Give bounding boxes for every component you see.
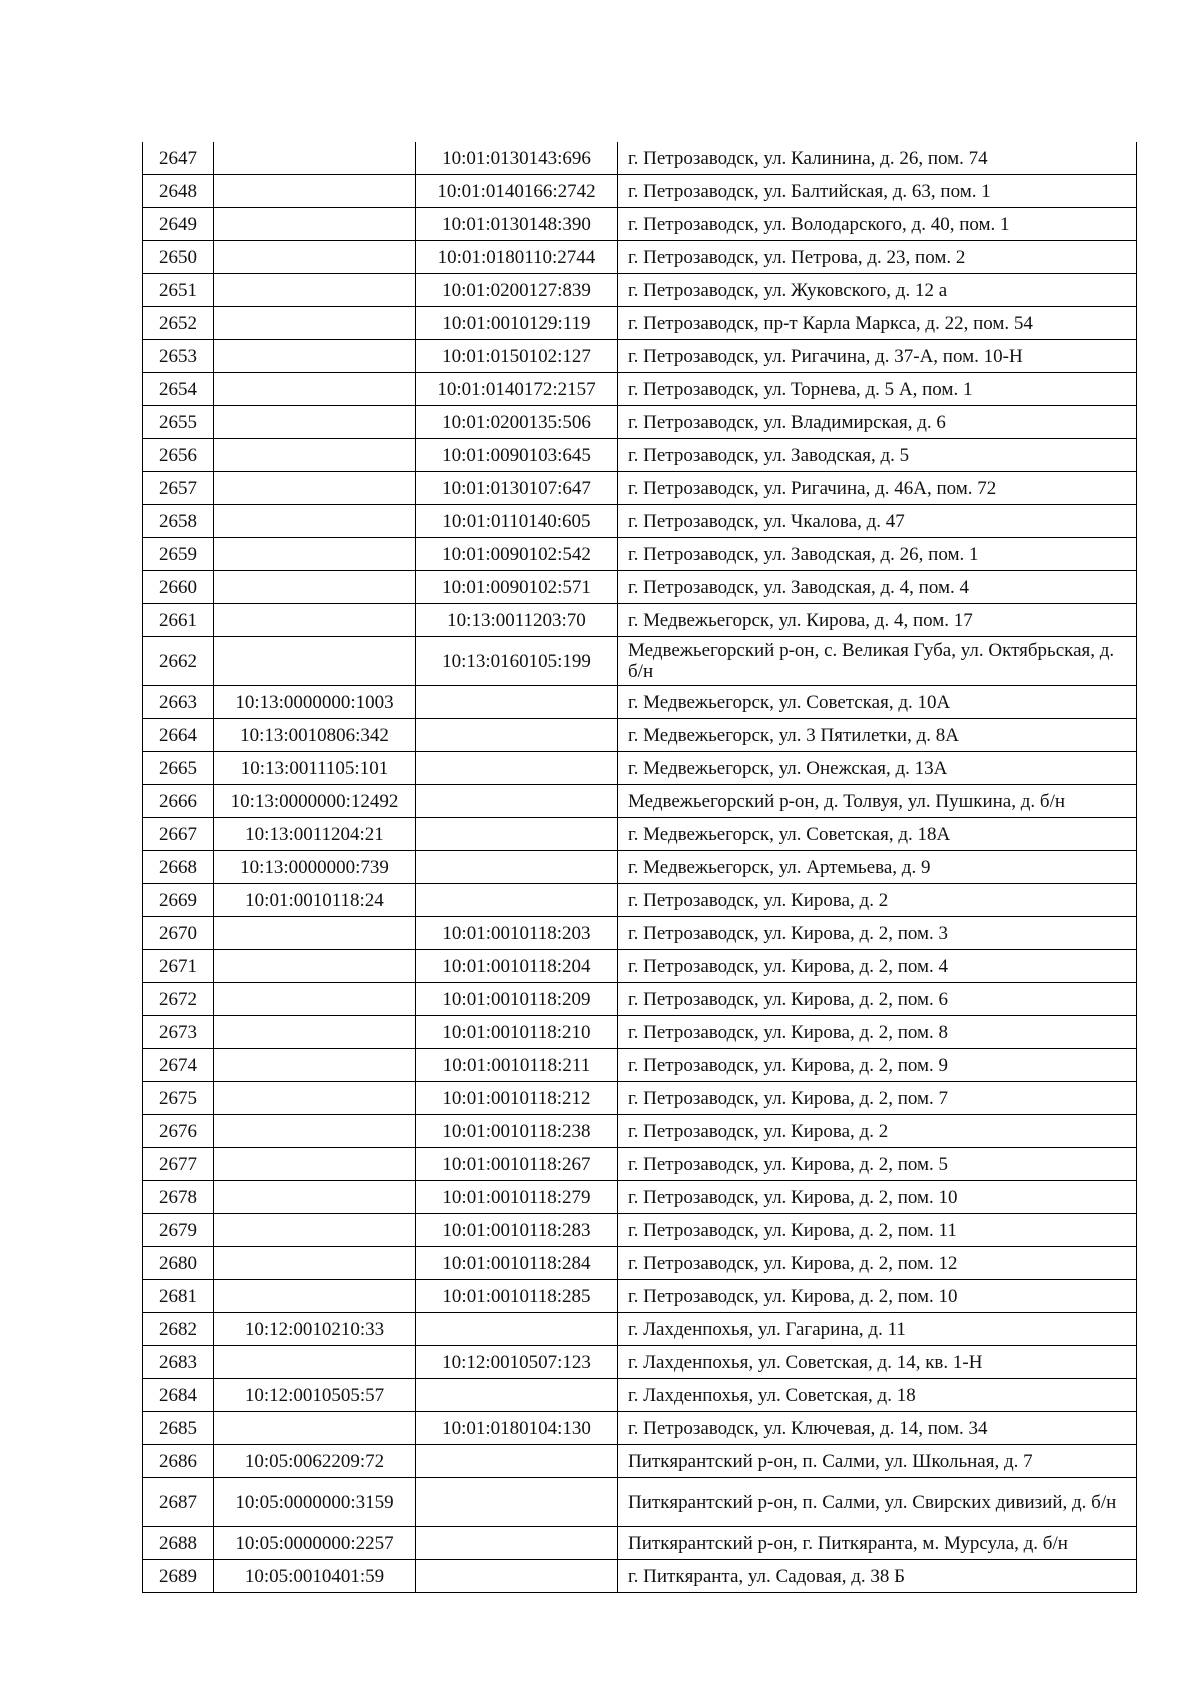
- table-row: [143, 1115, 1137, 1148]
- cadastral-building-cell: [214, 307, 416, 340]
- table-row: [143, 142, 1137, 175]
- address-cell: г. Петрозаводск, ул. Кирова, д. 2, пом. 5: [618, 1148, 1137, 1181]
- cadastral-building-cell: [214, 1214, 416, 1247]
- table-row: [143, 241, 1137, 274]
- cadastral-premise-cell: 10:01:0090103:645: [416, 439, 618, 472]
- cadastral-building-cell: [214, 505, 416, 538]
- cadastral-premise-cell: 10:01:0010118:238: [416, 1115, 618, 1148]
- address-cell: г. Петрозаводск, ул. Володарского, д. 40, пом. 1: [618, 208, 1137, 241]
- address-cell: г. Петрозаводск, ул. Кирова, д. 2, пом. 11: [618, 1214, 1137, 1247]
- cadastral-building-cell: [214, 1412, 416, 1445]
- table-row: [143, 604, 1137, 637]
- row-number-cell: 2665: [143, 752, 214, 785]
- address-cell: Медвежьегорский р-он, д. Толвуя, ул. Пушкина, д. б/н: [618, 785, 1137, 818]
- row-number-cell: 2664: [143, 719, 214, 752]
- table-row: [143, 1181, 1137, 1214]
- cadastral-premise-cell: 10:01:0090102:571: [416, 571, 618, 604]
- table-row: [143, 1379, 1137, 1412]
- cadastral-building-cell: [214, 340, 416, 373]
- row-number-cell: 2681: [143, 1280, 214, 1313]
- row-number-cell: 2663: [143, 686, 214, 719]
- address-cell: г. Петрозаводск, ул. Владимирская, д. 6: [618, 406, 1137, 439]
- cadastral-premise-cell: [416, 1379, 618, 1412]
- cadastral-premise-cell: [416, 1445, 618, 1478]
- cadastral-building-cell: 10:13:0011204:21: [214, 818, 416, 851]
- address-cell: г. Лахденпохья, ул. Советская, д. 14, кв. 1-Н: [618, 1346, 1137, 1379]
- cadastral-building-cell: [214, 274, 416, 307]
- row-number-cell: 2666: [143, 785, 214, 818]
- address-cell: г. Петрозаводск, ул. Кирова, д. 2, пом. 3: [618, 917, 1137, 950]
- cadastral-building-cell: 10:01:0010118:24: [214, 884, 416, 917]
- cadastral-building-cell: [214, 472, 416, 505]
- table-row: [143, 818, 1137, 851]
- row-number-cell: 2683: [143, 1346, 214, 1379]
- address-cell: г. Петрозаводск, ул. Кирова, д. 2, пом. 4: [618, 950, 1137, 983]
- cadastral-building-cell: [214, 1082, 416, 1115]
- table-row: [143, 406, 1137, 439]
- address-cell: г. Петрозаводск, ул. Кирова, д. 2, пом. 9: [618, 1049, 1137, 1082]
- table-row: [143, 1049, 1137, 1082]
- table-row: [143, 637, 1137, 686]
- address-cell: г. Петрозаводск, ул. Заводская, д. 5: [618, 439, 1137, 472]
- address-cell: Питкярантский р-он, п. Салми, ул. Школьная, д. 7: [618, 1445, 1137, 1478]
- registry-table-body: [143, 142, 1137, 1593]
- cadastral-premise-cell: [416, 1560, 618, 1593]
- table-row: [143, 1214, 1137, 1247]
- address-cell: г. Петрозаводск, пр-т Карла Маркса, д. 22, пом. 54: [618, 307, 1137, 340]
- cadastral-building-cell: [214, 1247, 416, 1280]
- cadastral-premise-cell: [416, 884, 618, 917]
- table-row: [143, 274, 1137, 307]
- cadastral-premise-cell: [416, 752, 618, 785]
- address-cell: г. Петрозаводск, ул. Кирова, д. 2, пом. 12: [618, 1247, 1137, 1280]
- row-number-cell: 2650: [143, 241, 214, 274]
- cadastral-premise-cell: 10:01:0200127:839: [416, 274, 618, 307]
- address-cell: г. Петрозаводск, ул. Ключевая, д. 14, пом. 34: [618, 1412, 1137, 1445]
- cadastral-premise-cell: 10:01:0010118:203: [416, 917, 618, 950]
- row-number-cell: 2654: [143, 373, 214, 406]
- cadastral-building-cell: [214, 1346, 416, 1379]
- row-number-cell: 2688: [143, 1527, 214, 1560]
- cadastral-premise-cell: 10:01:0010118:267: [416, 1148, 618, 1181]
- address-cell: Медвежьегорский р-он, с. Великая Губа, ул. Октябрьская, д. б/н: [618, 637, 1137, 686]
- row-number-cell: 2687: [143, 1478, 214, 1527]
- cadastral-building-cell: [214, 983, 416, 1016]
- table-row: [143, 1082, 1137, 1115]
- row-number-cell: 2676: [143, 1115, 214, 1148]
- cadastral-premise-cell: 10:01:0150102:127: [416, 340, 618, 373]
- cadastral-building-cell: 10:12:0010210:33: [214, 1313, 416, 1346]
- table-row: [143, 1148, 1137, 1181]
- cadastral-building-cell: [214, 175, 416, 208]
- cadastral-premise-cell: [416, 1313, 618, 1346]
- table-row: [143, 785, 1137, 818]
- table-row: [143, 1313, 1137, 1346]
- address-cell: г. Петрозаводск, ул. Заводская, д. 4, пом. 4: [618, 571, 1137, 604]
- row-number-cell: 2673: [143, 1016, 214, 1049]
- table-row: [143, 1527, 1137, 1560]
- cadastral-premise-cell: 10:01:0180110:2744: [416, 241, 618, 274]
- row-number-cell: 2653: [143, 340, 214, 373]
- cadastral-premise-cell: 10:01:0130148:390: [416, 208, 618, 241]
- row-number-cell: 2678: [143, 1181, 214, 1214]
- address-cell: г. Петрозаводск, ул. Кирова, д. 2: [618, 1115, 1137, 1148]
- cadastral-premise-cell: 10:13:0011203:70: [416, 604, 618, 637]
- address-cell: г. Петрозаводск, ул. Кирова, д. 2, пом. 8: [618, 1016, 1137, 1049]
- cadastral-premise-cell: 10:01:0010118:279: [416, 1181, 618, 1214]
- address-cell: г. Петрозаводск, ул. Кирова, д. 2, пом. 7: [618, 1082, 1137, 1115]
- row-number-cell: 2679: [143, 1214, 214, 1247]
- row-number-cell: 2680: [143, 1247, 214, 1280]
- table-row: [143, 1560, 1137, 1593]
- address-cell: г. Петрозаводск, ул. Жуковского, д. 12 а: [618, 274, 1137, 307]
- cadastral-building-cell: [214, 1049, 416, 1082]
- address-cell: г. Петрозаводск, ул. Кирова, д. 2: [618, 884, 1137, 917]
- cadastral-building-cell: 10:13:0000000:12492: [214, 785, 416, 818]
- address-cell: Питкярантский р-он, г. Питкяранта, м. Мурсула, д. б/н: [618, 1527, 1137, 1560]
- row-number-cell: 2651: [143, 274, 214, 307]
- table-row: [143, 307, 1137, 340]
- cadastral-premise-cell: [416, 719, 618, 752]
- table-row: [143, 208, 1137, 241]
- cadastral-premise-cell: [416, 851, 618, 884]
- table-row: [143, 1346, 1137, 1379]
- row-number-cell: 2670: [143, 917, 214, 950]
- cadastral-premise-cell: 10:01:0090102:542: [416, 538, 618, 571]
- cadastral-premise-cell: 10:01:0010118:212: [416, 1082, 618, 1115]
- row-number-cell: 2677: [143, 1148, 214, 1181]
- cadastral-premise-cell: 10:01:0130143:696: [416, 142, 618, 175]
- row-number-cell: 2675: [143, 1082, 214, 1115]
- address-cell: г. Питкяранта, ул. Садовая, д. 38 Б: [618, 1560, 1137, 1593]
- cadastral-building-cell: 10:13:0010806:342: [214, 719, 416, 752]
- row-number-cell: 2671: [143, 950, 214, 983]
- row-number-cell: 2660: [143, 571, 214, 604]
- cadastral-premise-cell: 10:13:0160105:199: [416, 637, 618, 686]
- cadastral-building-cell: [214, 208, 416, 241]
- cadastral-premise-cell: 10:01:0010118:204: [416, 950, 618, 983]
- address-cell: г. Медвежьегорск, ул. Онежская, д. 13А: [618, 752, 1137, 785]
- cadastral-premise-cell: 10:01:0010118:285: [416, 1280, 618, 1313]
- address-cell: г. Медвежьегорск, ул. Кирова, д. 4, пом. 17: [618, 604, 1137, 637]
- table-row: [143, 373, 1137, 406]
- row-number-cell: 2661: [143, 604, 214, 637]
- cadastral-building-cell: 10:13:0011105:101: [214, 752, 416, 785]
- row-number-cell: 2652: [143, 307, 214, 340]
- table-row: [143, 340, 1137, 373]
- table-row: [143, 505, 1137, 538]
- table-row: [143, 983, 1137, 1016]
- cadastral-building-cell: 10:13:0000000:739: [214, 851, 416, 884]
- cadastral-building-cell: 10:12:0010505:57: [214, 1379, 416, 1412]
- cadastral-building-cell: [214, 439, 416, 472]
- cadastral-premise-cell: 10:01:0140172:2157: [416, 373, 618, 406]
- cadastral-premise-cell: 10:01:0200135:506: [416, 406, 618, 439]
- row-number-cell: 2655: [143, 406, 214, 439]
- table-row: [143, 1412, 1137, 1445]
- table-row: [143, 439, 1137, 472]
- table-row: [143, 1247, 1137, 1280]
- row-number-cell: 2672: [143, 983, 214, 1016]
- address-cell: г. Петрозаводск, ул. Заводская, д. 26, пом. 1: [618, 538, 1137, 571]
- address-cell: г. Петрозаводск, ул. Ригачина, д. 37-А, пом. 10-Н: [618, 340, 1137, 373]
- table-row: [143, 719, 1137, 752]
- cadastral-building-cell: [214, 1181, 416, 1214]
- cadastral-building-cell: [214, 1016, 416, 1049]
- table-row: [143, 472, 1137, 505]
- cadastral-premise-cell: 10:01:0140166:2742: [416, 175, 618, 208]
- address-cell: г. Лахденпохья, ул. Гагарина, д. 11: [618, 1313, 1137, 1346]
- row-number-cell: 2648: [143, 175, 214, 208]
- table-row: [143, 686, 1137, 719]
- cadastral-building-cell: [214, 917, 416, 950]
- address-cell: г. Петрозаводск, ул. Чкалова, д. 47: [618, 505, 1137, 538]
- cadastral-building-cell: 10:05:0000000:2257: [214, 1527, 416, 1560]
- cadastral-building-cell: [214, 1280, 416, 1313]
- row-number-cell: 2669: [143, 884, 214, 917]
- cadastral-premise-cell: 10:01:0010118:284: [416, 1247, 618, 1280]
- address-cell: г. Петрозаводск, ул. Петрова, д. 23, пом. 2: [618, 241, 1137, 274]
- address-cell: г. Медвежьегорск, ул. Советская, д. 10А: [618, 686, 1137, 719]
- row-number-cell: 2667: [143, 818, 214, 851]
- cadastral-premise-cell: 10:01:0010118:283: [416, 1214, 618, 1247]
- address-cell: г. Петрозаводск, ул. Кирова, д. 2, пом. 6: [618, 983, 1137, 1016]
- table-row: [143, 1280, 1137, 1313]
- cadastral-premise-cell: 10:01:0010129:119: [416, 307, 618, 340]
- table-row: [143, 884, 1137, 917]
- cadastral-premise-cell: [416, 785, 618, 818]
- row-number-cell: 2685: [143, 1412, 214, 1445]
- address-cell: г. Медвежьегорск, ул. Советская, д. 18А: [618, 818, 1137, 851]
- address-cell: г. Петрозаводск, ул. Калинина, д. 26, пом. 74: [618, 142, 1137, 175]
- cadastral-premise-cell: 10:01:0130107:647: [416, 472, 618, 505]
- address-cell: г. Петрозаводск, ул. Кирова, д. 2, пом. 10: [618, 1181, 1137, 1214]
- cadastral-building-cell: [214, 1148, 416, 1181]
- cadastral-building-cell: [214, 1115, 416, 1148]
- cadastral-building-cell: [214, 406, 416, 439]
- cadastral-building-cell: [214, 950, 416, 983]
- row-number-cell: 2656: [143, 439, 214, 472]
- table-row: [143, 571, 1137, 604]
- address-cell: г. Медвежьегорск, ул. 3 Пятилетки, д. 8А: [618, 719, 1137, 752]
- table-row: [143, 1016, 1137, 1049]
- row-number-cell: 2649: [143, 208, 214, 241]
- cadastral-building-cell: [214, 241, 416, 274]
- cadastral-premise-cell: 10:01:0010118:210: [416, 1016, 618, 1049]
- cadastral-building-cell: 10:05:0000000:3159: [214, 1478, 416, 1527]
- cadastral-building-cell: [214, 538, 416, 571]
- cadastral-building-cell: [214, 604, 416, 637]
- address-cell: г. Медвежьегорск, ул. Артемьева, д. 9: [618, 851, 1137, 884]
- address-cell: г. Лахденпохья, ул. Советская, д. 18: [618, 1379, 1137, 1412]
- cadastral-building-cell: 10:05:0010401:59: [214, 1560, 416, 1593]
- table-row: [143, 851, 1137, 884]
- cadastral-premise-cell: 10:12:0010507:123: [416, 1346, 618, 1379]
- table-row: [143, 1445, 1137, 1478]
- address-cell: г. Петрозаводск, ул. Ригачина, д. 46А, пом. 72: [618, 472, 1137, 505]
- cadastral-premise-cell: 10:01:0010118:209: [416, 983, 618, 1016]
- cadastral-premise-cell: [416, 1527, 618, 1560]
- cadastral-building-cell: 10:05:0062209:72: [214, 1445, 416, 1478]
- cadastral-building-cell: [214, 637, 416, 686]
- property-registry-table: [142, 142, 1137, 1593]
- row-number-cell: 2682: [143, 1313, 214, 1346]
- cadastral-premise-cell: [416, 818, 618, 851]
- cadastral-building-cell: [214, 373, 416, 406]
- cadastral-premise-cell: 10:01:0110140:605: [416, 505, 618, 538]
- table-row: [143, 950, 1137, 983]
- address-cell: г. Петрозаводск, ул. Торнева, д. 5 А, пом. 1: [618, 373, 1137, 406]
- table-row: [143, 175, 1137, 208]
- cadastral-premise-cell: [416, 1478, 618, 1527]
- row-number-cell: 2647: [143, 142, 214, 175]
- address-cell: г. Петрозаводск, ул. Балтийская, д. 63, пом. 1: [618, 175, 1137, 208]
- cadastral-building-cell: 10:13:0000000:1003: [214, 686, 416, 719]
- cadastral-premise-cell: 10:01:0010118:211: [416, 1049, 618, 1082]
- cadastral-building-cell: [214, 142, 416, 175]
- row-number-cell: 2659: [143, 538, 214, 571]
- table-row: [143, 1478, 1137, 1527]
- row-number-cell: 2674: [143, 1049, 214, 1082]
- cadastral-premise-cell: 10:01:0180104:130: [416, 1412, 618, 1445]
- row-number-cell: 2657: [143, 472, 214, 505]
- row-number-cell: 2686: [143, 1445, 214, 1478]
- address-cell: Питкярантский р-он, п. Салми, ул. Свирских дивизий, д. б/н: [618, 1478, 1137, 1527]
- table-row: [143, 917, 1137, 950]
- row-number-cell: 2684: [143, 1379, 214, 1412]
- table-row: [143, 752, 1137, 785]
- row-number-cell: 2662: [143, 637, 214, 686]
- cadastral-building-cell: [214, 571, 416, 604]
- address-cell: г. Петрозаводск, ул. Кирова, д. 2, пом. 10: [618, 1280, 1137, 1313]
- row-number-cell: 2668: [143, 851, 214, 884]
- row-number-cell: 2689: [143, 1560, 214, 1593]
- table-row: [143, 538, 1137, 571]
- cadastral-premise-cell: [416, 686, 618, 719]
- row-number-cell: 2658: [143, 505, 214, 538]
